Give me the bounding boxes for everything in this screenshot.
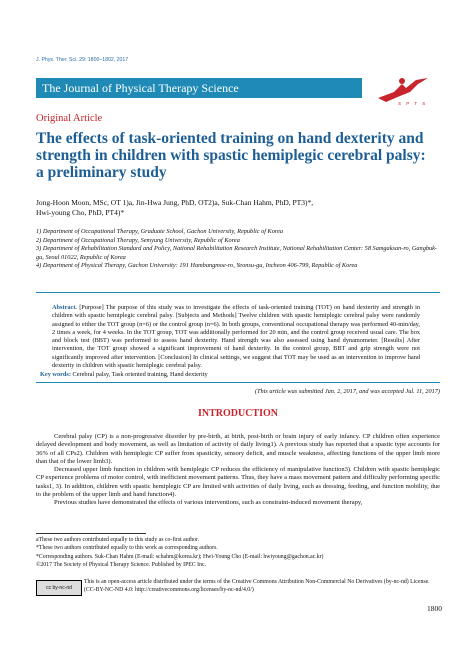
- logo-text: S P T S: [398, 101, 428, 106]
- affiliations: [36, 228, 441, 271]
- copyright: ©2017 The Society of Physical Therapy Science. Published by IPEC Inc.: [36, 561, 207, 568]
- journal-banner: [36, 78, 362, 98]
- affiliation-2: 2) Department of Occupational Therapy, Semyung University, Republic of Korea: [36, 236, 240, 244]
- affiliation-4: 4) Department of Physical Therapy, Gachon University: 191 Hambangmoe-ro, Yeonsu-gu, Incheon 406-799, Republic of Korea: [36, 262, 358, 270]
- affiliation-3: 3) Department of Rehabilitation Standard and Policy, National Rehabilitation Research Institute, National Rehabilitation Center: 58 Samgaksan-ro, Gangbuk-gu, Seoul 01022, Republic of Korea: [36, 245, 438, 261]
- article-type: Original Article: [36, 113, 103, 124]
- abstract: [52, 304, 420, 370]
- keywords-label: Key words:: [40, 371, 71, 378]
- footnote: aThese two authors contributed equally to this study as co-first author.: [36, 537, 200, 543]
- cc-license-badge: cc by-nc-nd: [36, 580, 82, 596]
- license-block: [36, 578, 440, 598]
- authors-line-2: Hwi-young Cho, PhD, PT4)*: [36, 208, 125, 217]
- affiliation-1: 1) Department of Occupational Therapy, Graduate School, Gachon University, Republic of Korea: [36, 228, 284, 235]
- journal-title: The Journal of Physical Therapy Science: [42, 81, 239, 95]
- submission-dates: (This article was submitted Jun. 2, 2017, and was accepted Jul. 11, 2017): [254, 388, 440, 395]
- paragraph: Previous studies have demonstrated the effects of various interventions, such as constraint-induced movement therapy,: [54, 499, 363, 507]
- paragraph: Decreased upper limb function in children with hemiplegic CP reduces the efficiency of manipulative function3). Children with spastic hemiplegic CP experience problems of motor control, with inefficient movement patterns. Thus, they have a mass movement pattern and difficulty performing specific tasks1, 3). In addition, children with spastic hemiplegic CP are limited with activities of daily living, such as dressing, feeding, and function mobility, due to the problem of the upper limb and hand function4).: [36, 466, 440, 499]
- paragraph: Cerebral palsy (CP) is a non-progressive disorder by pre-birth, at birth, post-birth or brain injury of early infancy. CP children often experience delayed development and body movement, as well as limitation of activity of daily living1). A previous study has reported that a spastic type accounts for 36% of all CPs2). Children with hemiplegic CP suffer from spasticity, sensory deficit, and muscle weakness, affecting functions of the upper limb more than that of the lower limb3).: [36, 433, 440, 465]
- authors-line-1: Jong-Hoon Moon, MSc, OT 1)a, Jin-Hwa Jung, PhD, OT2)a, Suk-Chan Hahm, PhD, PT3)*,: [36, 198, 314, 207]
- keywords: [40, 371, 440, 379]
- abstract-text: [Purpose] The purpose of this study was to investigate the effects of task-oriented training (TOT) on hand dexterity and strength in children with spastic hemiplegic cerebral palsy. [Subjects and Methods] Twelve children with spastic hemiplegic cerebral palsy were randomly assigned to either the TOT group (n=6) or the control group (n=6). In both groups, conventional occupational therapy was performed 40-min/day, 2 times a week, for 4 weeks. In the TOT group, TOT was additionally performed for 20 min, and the control group received usual care. The box and block test (BBT) was performed to assess hand dexterity. Hand strength was also assessed using hand dynamometer. [Results] After intervention, the TOT group showed a significant improvement of hand dexterity. In the control group, BBT and grip strength were not significantly improved after intervention. [Conclusion] In clinical settings, we suggest that TOT may be used as an intervention to improve hand dexterity in children with spastic hemiplegic cerebral palsy.: [52, 304, 420, 370]
- introduction-body: [36, 433, 440, 508]
- footnote: *These two authors contributed equally to this work as corresponding authors.: [36, 545, 218, 552]
- footnotes: [36, 536, 440, 569]
- author-list: [36, 198, 441, 218]
- section-heading: INTRODUCTION: [197, 408, 278, 419]
- article-title: The effects of task-oriented training on hand dexterity and strength in children with spastic hemiplegic cerebral palsy: a preliminary study: [36, 130, 426, 181]
- keywords-text: Cerebral palsy, Task oriented training, Hand dexterity: [72, 371, 208, 378]
- abstract-label: Abstract.: [52, 304, 78, 311]
- footnote: *Corresponding authors. Suk-Chan Hahm (E-mail: schahm@korea.kr); Hwi-Young Cho (E-mail: hwiyoung@gachon.ac.kr): [36, 553, 324, 560]
- citation: J. Phys. Ther. Sci. 29: 1800–1802, 2017: [36, 57, 129, 63]
- license-text: This is an open-access article distributed under the terms of the Creative Commons Attribution Non-Commercial No Derivatives (by-nc-nd) License. (CC-BY-NC-ND 4.0: http://creativecommons.org/licenses/by-nc-nd/4.0/): [84, 579, 430, 593]
- page-number: 1800: [427, 604, 442, 613]
- footnote-divider: [36, 533, 146, 534]
